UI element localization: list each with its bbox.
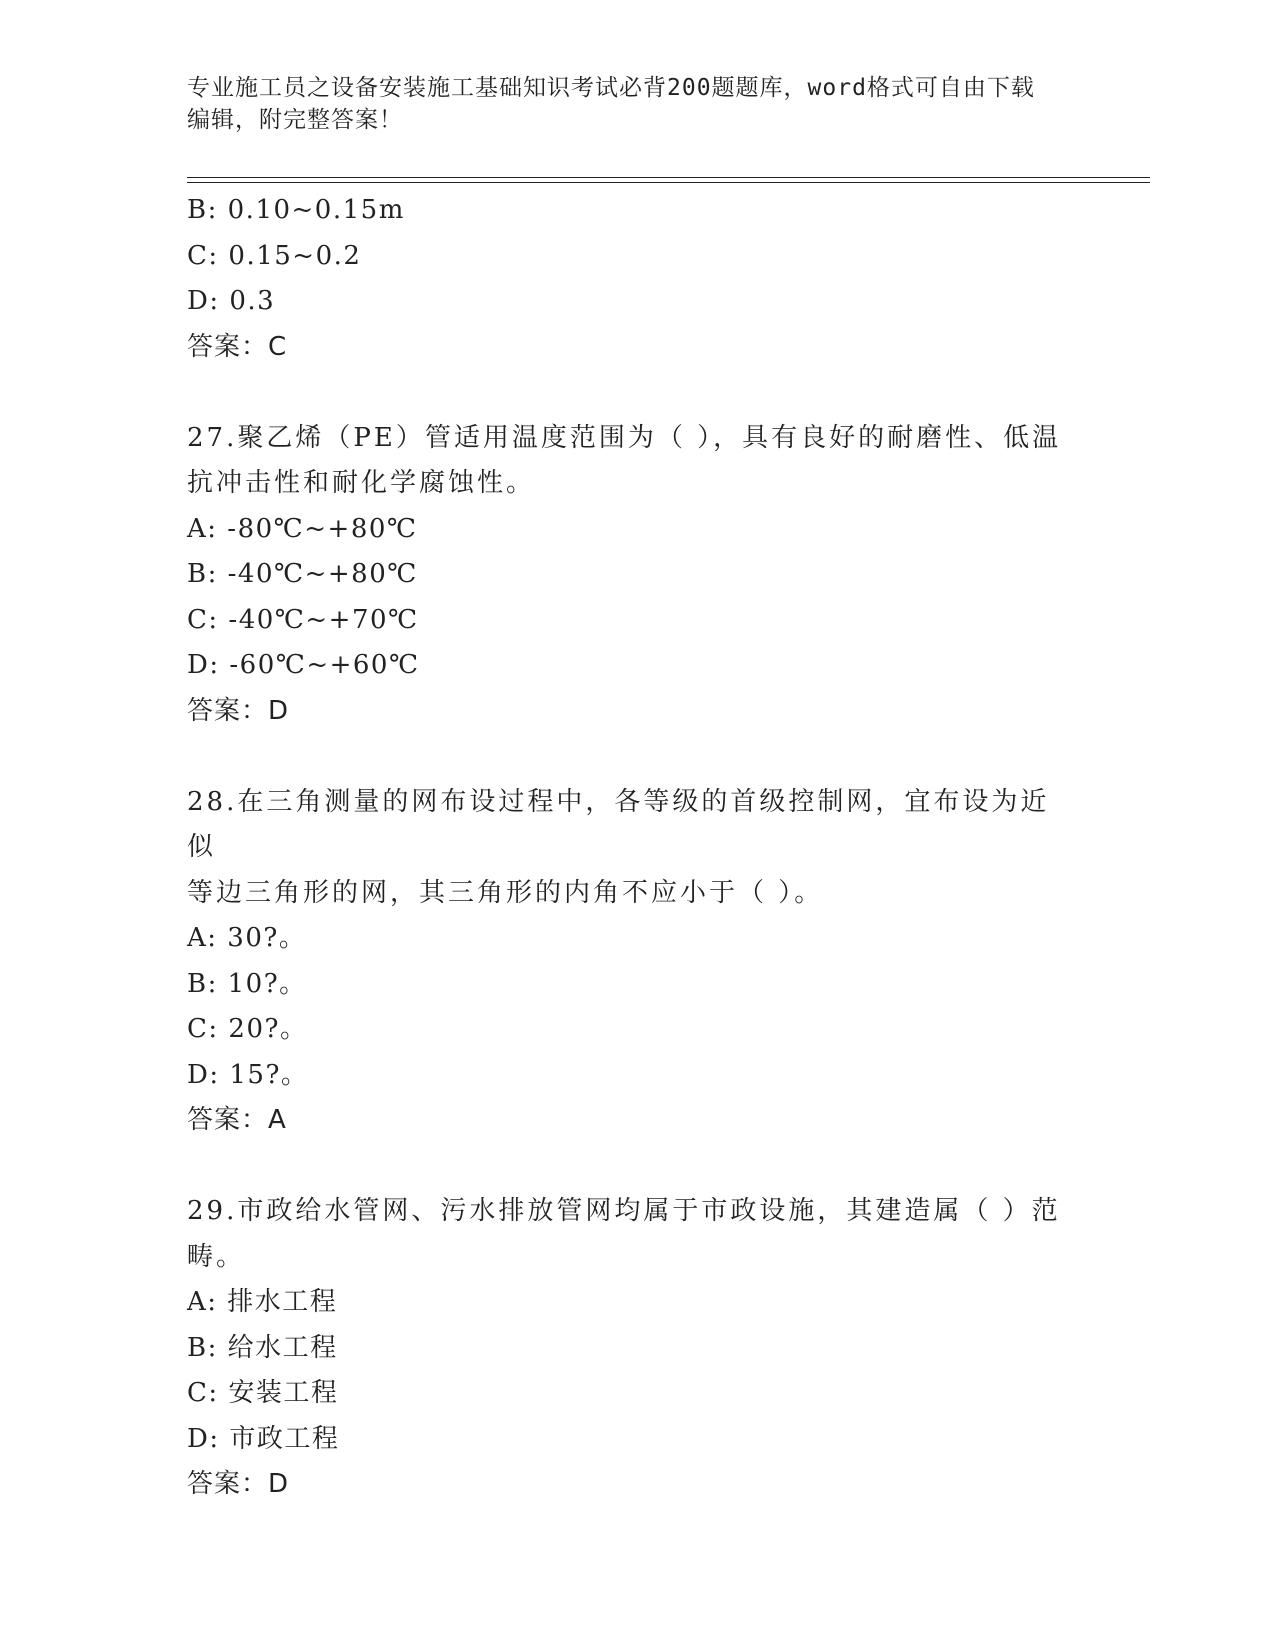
option-c: C: 安装工程 — [187, 1378, 339, 1408]
question-block-29 — [187, 1189, 1087, 1508]
question-text — [187, 1189, 1077, 1280]
option-c: C: -40℃~+70℃ — [187, 604, 419, 635]
answer-label: 答案：C — [187, 331, 288, 362]
answer-label: 答案：A — [187, 1105, 287, 1135]
question-text — [187, 780, 1077, 917]
option-d: D: 0.3 — [187, 286, 276, 316]
header-title-line2: 编辑，附完整答案！ — [187, 107, 403, 133]
document-header — [187, 72, 1087, 136]
question-text — [187, 416, 1077, 507]
question-text-line1: 28.在三角测量的网布设过程中，各等级的首级控制网，宜布设为近似 — [187, 786, 1050, 862]
document-body — [187, 188, 1087, 1508]
answer-label: 答案：D — [187, 1469, 290, 1499]
answer-label: 答案：D — [187, 695, 290, 726]
header-title-line1: 专业施工员之设备安装施工基础知识考试必背200题题库，word格式可自由下载 — [187, 75, 1035, 101]
block-spacer — [187, 1144, 1087, 1190]
option-b: B: -40℃~+80℃ — [187, 559, 418, 589]
question-text-line1: 29.市政给水管网、污水排放管网均属于市政设施，其建造属（ ）范 — [187, 1196, 1061, 1226]
question-text-line2: 抗冲击性和耐化学腐蚀性。 — [187, 468, 536, 498]
option-d: D: 15?。 — [187, 1059, 309, 1090]
option-b: B: 0.10~0.15m — [187, 195, 405, 225]
header-divider-top — [187, 177, 1150, 178]
option-c: C: 20?。 — [187, 1014, 308, 1044]
question-block-27 — [187, 416, 1087, 735]
option-a: A: 排水工程 — [187, 1287, 338, 1317]
question-text-line2: 畴。 — [187, 1241, 246, 1272]
question-text-line1: 27.聚乙烯（PE）管适用温度范围为（ ），具有良好的耐磨性、低温 — [187, 422, 1062, 453]
question-block-28 — [187, 780, 1087, 1144]
option-b: B: 10?。 — [187, 968, 307, 999]
option-a: A: -80℃~+80℃ — [187, 513, 418, 544]
option-a: A: 30?。 — [187, 923, 307, 953]
option-d: D: 市政工程 — [187, 1423, 340, 1454]
option-d: D: -60℃~+60℃ — [187, 650, 420, 680]
block-spacer — [187, 370, 1087, 416]
header-divider-bottom — [187, 182, 1150, 183]
option-b: B: 给水工程 — [187, 1332, 338, 1363]
option-c: C: 0.15~0.2 — [187, 240, 362, 271]
block-spacer — [187, 734, 1087, 780]
question-block-26 — [187, 188, 1087, 370]
question-text-line2: 等边三角形的网，其三角形的内角不应小于（ ）。 — [187, 877, 824, 908]
